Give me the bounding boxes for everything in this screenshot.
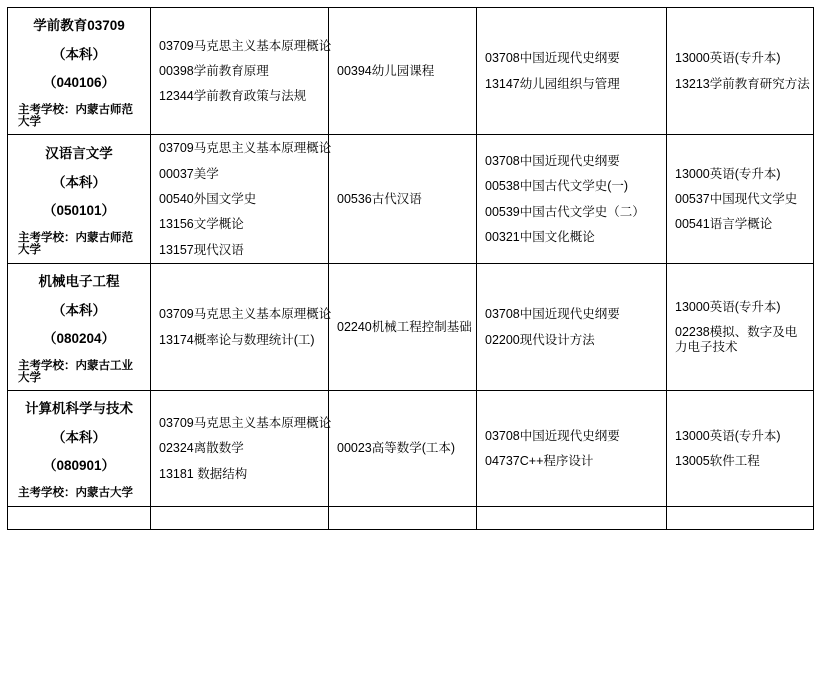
subject-cell-col4 <box>477 135 667 264</box>
subject-cell-col2 <box>151 506 329 529</box>
table-body <box>8 8 814 530</box>
table-row-partial <box>8 506 814 529</box>
major-code: （050101） <box>42 202 116 218</box>
major-level: （本科） <box>52 175 106 191</box>
list-item: 00037美学 <box>159 166 219 181</box>
list-item: 03708中国近现代史纲要 <box>485 307 620 322</box>
subject-cell-col5 <box>667 8 814 135</box>
subject-list <box>337 441 468 455</box>
list-item: 13000英语(专升本) <box>675 51 781 66</box>
subject-list <box>485 429 658 469</box>
major-school: 主考学校：内蒙古师范大学 <box>18 232 133 256</box>
list-item: 03708中国近现代史纲要 <box>485 153 620 168</box>
subject-cell-col3 <box>329 391 477 507</box>
list-item: 03709马克思主义基本原理概论 <box>159 38 332 53</box>
major-level: （本科） <box>52 47 106 63</box>
list-item: 13213学前教育研究方法 <box>675 76 810 91</box>
list-item: 00540外国文学史 <box>159 191 257 206</box>
subject-cell-col3 <box>329 506 477 529</box>
exam-schedule-table <box>7 7 814 530</box>
major-name: 学前教育03709 <box>33 18 125 33</box>
major-level: （本科） <box>52 303 106 319</box>
list-item: 03708中国近现代史纲要 <box>485 428 620 443</box>
list-item: 13000英语(专升本) <box>675 166 781 181</box>
list-item: 03709马克思主义基本原理概论 <box>159 307 332 322</box>
list-item: 12344学前教育政策与法规 <box>159 89 307 104</box>
major-cell <box>8 264 151 391</box>
subject-list <box>675 429 805 469</box>
subject-list <box>159 38 332 104</box>
list-item: 02200现代设计方法 <box>485 332 595 347</box>
major-school: 主考学校：内蒙古师范大学 <box>18 104 133 128</box>
major-code: （080901） <box>42 457 116 473</box>
list-item: 03709马克思主义基本原理概论 <box>159 141 332 156</box>
subject-list <box>485 51 658 91</box>
list-item: 00537中国现代文学史 <box>675 191 798 206</box>
subject-list <box>159 141 332 257</box>
subject-cell-col4 <box>477 506 667 529</box>
major-name: 计算机科学与技术 <box>25 401 133 417</box>
subject-cell-col5 <box>667 135 814 264</box>
list-item: 03709马克思主义基本原理概论 <box>159 416 332 431</box>
subject-list <box>159 307 332 347</box>
subject-list <box>337 192 468 206</box>
list-item: 02324离散数学 <box>159 441 244 456</box>
list-item: 00398学前教育原理 <box>159 63 269 78</box>
list-item: 02238模拟、数字及电力电子技术 <box>675 325 798 354</box>
major-cell <box>8 8 151 135</box>
subject-cell-col3 <box>329 264 477 391</box>
list-item: 13181 数据结构 <box>159 466 248 481</box>
subject-cell-col5 <box>667 264 814 391</box>
subject-cell-col3 <box>329 135 477 264</box>
list-item: 13005软件工程 <box>675 454 760 469</box>
major-school: 主考学校：内蒙古大学 <box>18 487 133 500</box>
major-code: （080204） <box>42 330 116 346</box>
subject-list <box>337 319 472 334</box>
subject-list <box>675 300 805 354</box>
list-item: 00023高等数学(工本) <box>337 441 456 456</box>
list-item: 13147幼儿园组织与管理 <box>485 76 620 91</box>
subject-list <box>485 307 658 347</box>
major-school: 主考学校：内蒙古工业大学 <box>18 360 133 384</box>
list-item: 02240机械工程控制基础 <box>337 319 472 334</box>
subject-cell-col2 <box>151 391 332 507</box>
list-item: 00394幼儿园课程 <box>337 63 435 78</box>
list-item: 13156文学概论 <box>159 217 244 232</box>
subject-cell-col2 <box>151 8 332 135</box>
subject-cell-col3 <box>329 8 477 135</box>
subject-cell-col2 <box>151 264 332 391</box>
list-item: 13000英语(专升本) <box>675 428 781 443</box>
subject-cell-col4 <box>477 264 667 391</box>
subject-cell-col2 <box>151 135 332 264</box>
major-code: （040106） <box>42 74 116 90</box>
subject-cell-col5 <box>667 506 814 529</box>
subject-list <box>675 167 805 232</box>
list-item: 00541语言学概论 <box>675 217 773 232</box>
list-item: 13157现代汉语 <box>159 242 244 257</box>
subject-list <box>337 64 468 78</box>
major-cell <box>8 506 151 529</box>
list-item: 00538中国古代文学史(一) <box>485 179 629 194</box>
list-item: 03708中国近现代史纲要 <box>485 51 620 66</box>
subject-list <box>675 51 810 91</box>
table-row <box>8 8 814 135</box>
major-cell <box>8 391 151 507</box>
list-item: 00536古代汉语 <box>337 191 422 206</box>
table-row <box>8 264 814 391</box>
list-item: 04737C++程序设计 <box>485 454 594 469</box>
list-item: 13174概率论与数理统计(工) <box>159 332 315 347</box>
subject-cell-col4 <box>477 391 667 507</box>
list-item: 00539中国古代文学史（二） <box>485 204 645 219</box>
list-item: 13000英语(专升本) <box>675 300 781 315</box>
subject-cell-col5 <box>667 391 814 507</box>
major-name: 机械电子工程 <box>38 274 120 290</box>
major-name: 汉语言文学 <box>45 146 113 162</box>
list-item: 00321中国文化概论 <box>485 230 595 244</box>
table-row <box>8 391 814 507</box>
table-row <box>8 135 814 264</box>
major-cell <box>8 135 151 264</box>
major-level: （本科） <box>52 430 106 446</box>
subject-list <box>159 416 332 481</box>
subject-list <box>485 154 658 245</box>
subject-cell-col4 <box>477 8 667 135</box>
